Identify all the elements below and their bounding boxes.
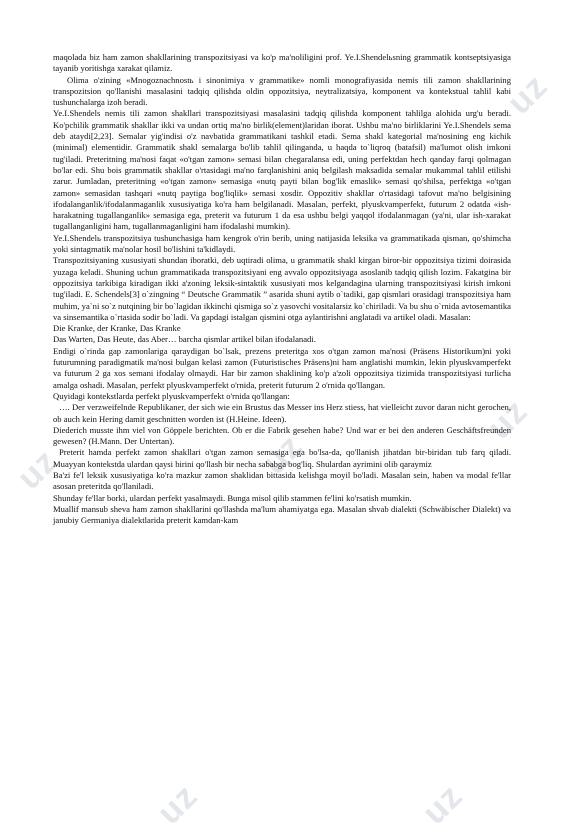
paragraph: Ye.I.Shendelь transpozitsiya tushunchasiga ham kengrok o'rin berib, uning natijasida leksika va grammatikada qisman, qo'shimcha yoki sintagmatik ma'nolar hosil bo'lishini ta'kidlaydi. [53, 232, 511, 255]
watermark-bottom-left: uz [150, 776, 205, 832]
paragraph: Die Kranke, der Kranke, Das Kranke [53, 323, 181, 334]
watermark-middle: uz [255, 426, 310, 482]
paragraph: Ba'zi fe'l leksik xususiyatiga ko'ra mazkur zamon shaklidan bittasida kelishga moyil bo'ladi. Masalan sein, haben va modal fe'llar asosan preteritda qo'llaniladi. [53, 469, 511, 492]
paragraph: Preterit hamda perfekt zamon shakllari o'tgan zamon semasiga ega bo'lsa-da, qo'llanish jihatdan bir-biridan tub farq qiladi. Muayyan kontekstda ulardan qaysi birini qo'llash bir necha sababga bog'liq. Shulardan ayrimini olib qaraymiz [53, 447, 511, 469]
watermark-bottom-right: uz [415, 776, 470, 832]
watermark-top: uz [500, 66, 555, 122]
paragraph: Ye.I.Shendels nemis tili zamon shakllari transpozitsiyasi masalasini tadqiq qilishda komponent tahlilga alohida urg'u beradi. Ko'pchilik grammatik shakllar ikki va undan ortiq ma'no birlik(element)laridan iborat. Ushbu ma'no birliklarini Ye.I.Shendels sema deb ataydi[2,23]. Semalar yig'indisi o'z navbatida grammatikani tashkil etadi. Sema shakl kategorial ma'nosining eng kichik (minimal) elementidir. Grammatik shakl semalarga bo'lib tahlil qilinganda, u haqda to`liqroq (batafsil) ma'lumot olish imkoni tug'iladi. Preteritning ma'nosi faqat «o'tgan zamon» semasi bilan chegaralansa edi, uning perfektdan hech qanday farqi qolmagan bo'lar edi. Shu bois grammatik shakllar o'rtasidagi ma'no farqlanishini aniq belgilash maksadida semalar mukammal tahlil etilishi zarur. Jumladan, preteritning «o'tgan zamon» semasiga «nutq payti bilan bog'lik emaslik» semasi qo'shilsa, perfektga «o'tgan zamon» semasidan tashqari «nutq paytiga bog'liqlik» semasi xosdir. Oppozitiv shakllar o'rtasidagi tafovut ma'no belgisining ifodalanganlik/ifodalanmaganlik xususiyatiga ko'ra ham belgilanadi. Masalan, perfekt, plyuskvamperfekt, futurum 2 odatda «ish-harakatning tugallanganlik» semasiga ega, preterit va futurum 1 da esa ushbu belgi yaqqol ifodalanmagan (ya'ni, ular ish-xarakat tugallanganligini ham, tugallanmaganligini ham ifodalashi mumkin). [53, 108, 511, 232]
document-body [53, 52, 511, 526]
watermark-right: uz [480, 391, 535, 447]
paragraph: Quyidagi kontekstlarda perfekt plyuskvamperfekt o'rnida qo'llangan: [53, 390, 290, 401]
paragraph: Transpozitsiyaning xususiyati shundan iboratki, deb uqtiradi olima, u grammatik shakl kirgan biror-bir oppozitsiya tizimi doirasida yuzaga keladi. Shuning uchun grammatikada transpozitsiyani eng avvalo oppozitsiyaga asoslanib tadqiq qilish lozim. Fakatgina bir oppozitsiya tarkibiga kiradigan ikki a'zoning leksik-sintaktik xususiyati mos kelgandagina ularning transpozitsiyasi kirish imkoni tug'iladi. E. Schendels[3] o`zingning “ Deutsche Grammatik ” asarida shuni aytib o`tadiki, gap qismlari orasidagi transpozitsiya ham muhim, ya`ni so`z nutqining bir bo`lagidan ikkinchi qismiga so`z yasovchi vositalarsiz ko`chiriladi. Va bu shu o`rnida avtosemantika va sinsemantika o`rtasida sodir bo`ladi. Va gapdagi istalgan qismini otga aylantirishni anglatadi va artikel oladi. Masalan: [53, 255, 511, 322]
paragraph: maqolada biz ham zamon shakllarining transpozitsiyasi va ko'p ma'noliligini prof. Ye.I.Shendelьsning grammatik kontseptsiyasiga tayanib yoritishga xarakat qilamiz. [53, 52, 511, 74]
paragraph: Muallif mansub sheva ham zamon shakllarini qo'llashda ma'lum ahamiyatga ega. Masalan shvab dialekti (Schwäbischer Dialekt) va janubiy Germaniya dialektlarida preterit kamdan-kam [53, 503, 511, 526]
paragraph: …. Der verzweifelnde Republikaner, der sich wie ein Brustus das Messer ins Herz stiess, hat vielleicht zuvor daran nicht gerochen, ob auch kein Hering damit geschnitten worden ist (H.Heine. Ideen). [53, 402, 511, 424]
paragraph: Olima o'zining «Mnogoznachnostь i sinonimiya v grammatike» nomli monografiyasida nemis tili zamon shakllarining transpozitsion qo'llanishi masalasini tadqiq qilishda oldin oppozitsiya, neytralizatsiya, komponent va kontekstual tahlil kabi tushunchalarga izoh beradi. [53, 74, 511, 108]
paragraph: Shunday fe'llar borki, ulardan perfekt yasalmaydi. Bunga misol qilib stammen fe'lini ko'rsatish mumkin. [53, 492, 412, 503]
paragraph: Diederich musste ihm viel von Göppele berichten. Ob er die Fabrik gesehen habe? Und war er bei den anderen Geschäftsfreunden gewesen? (H.Mann. Der Untertan). [53, 424, 511, 447]
watermark-left: uz [10, 441, 65, 497]
paragraph: Das Warten, Das Heute, das Aber… barcha qismlar artikel bilan ifodalanadi. [53, 334, 316, 345]
paragraph: Endigi o`rinda gap zamonlariga qaraydigan bo`lsak, prezens preteritga xos o'tgan zamon ma'nosi (Präsens Historikum)ni yoki futurumning paradigmatik ma'nosi bulgan kelasi zamon (Futuristisches Präsens)ni ham anglatishi mumkin, lekin plyuskvamperfekt va futurum 2 ga xos semani ifodalay olmaydi. Har bir zamon shaklining ko'p a'zoli oppozitsiya tizimida transpozitsiyasi turlicha amalga oshadi. Masalan, perfekt plyuskvamperfekt o'rnida, preterit futurum 2 o'rnida qo'llangan. [53, 345, 511, 390]
